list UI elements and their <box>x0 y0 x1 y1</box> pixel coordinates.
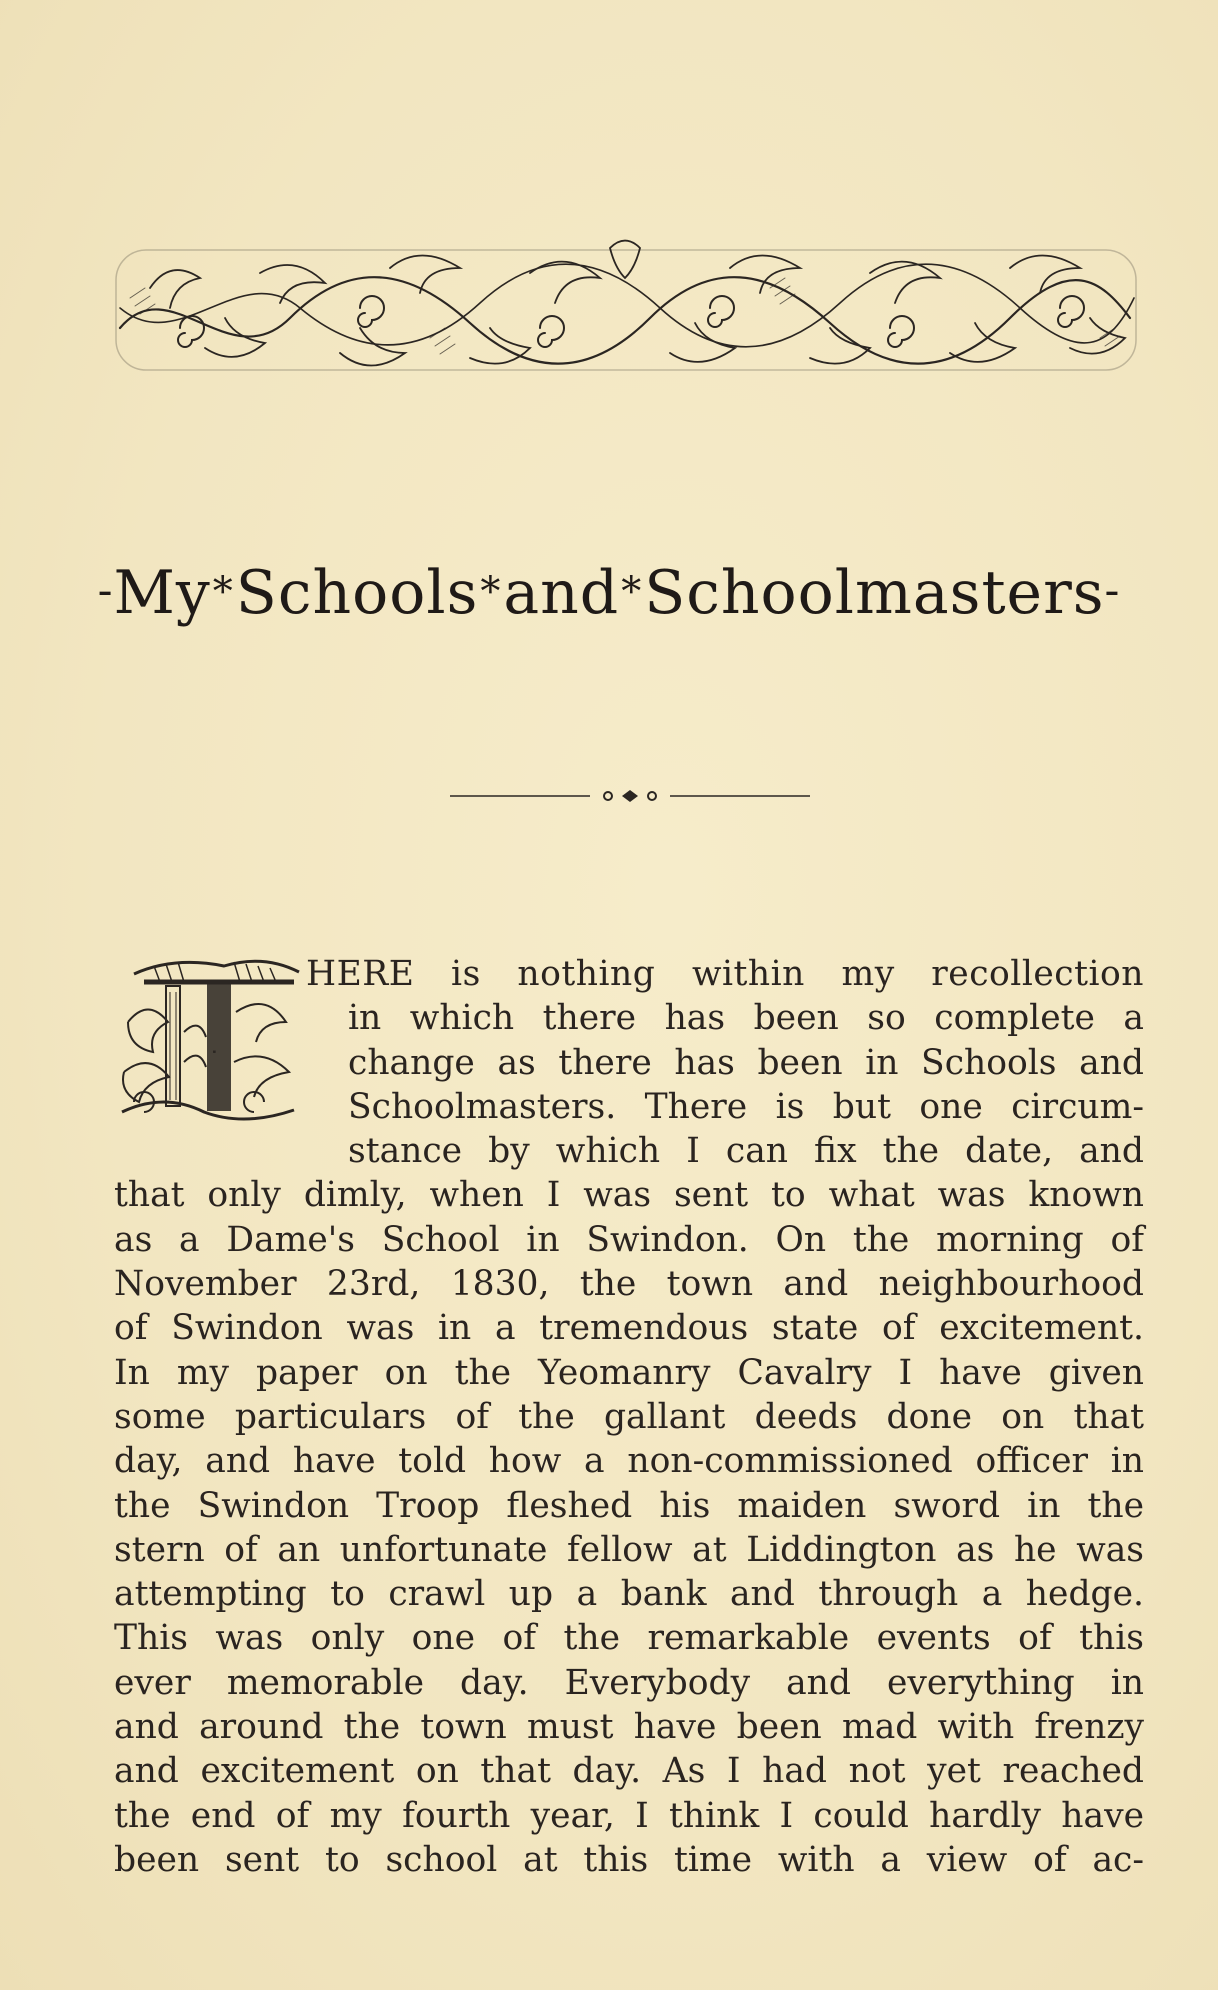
paragraph-line: day, and have told how a non-commissioned officer in <box>114 1441 1144 1482</box>
paragraph-line: stance by which I can fix the date, and <box>348 1131 1144 1172</box>
paragraph-line: attempting to crawl up a bank and through a hedge. <box>114 1574 1144 1615</box>
paragraph-line: in which there has been so complete a <box>348 998 1144 1039</box>
paragraph-line: of Swindon was in a tremendous state of excitement. <box>114 1308 1144 1349</box>
paragraph-line: and around the town must have been mad with frenzy <box>114 1707 1144 1748</box>
paragraph-line: the Swindon Troop fleshed his maiden sword in the <box>114 1485 1144 1526</box>
paragraph-line: some particulars of the gallant deeds done on that <box>114 1396 1144 1437</box>
title-separator: * <box>621 569 643 615</box>
title-separator: * <box>212 569 234 615</box>
paragraph-line: This was only one of the remarkable events of this <box>114 1618 1144 1659</box>
paragraph-line: In my paper on the Yeomanry Cavalry I have given <box>114 1352 1144 1393</box>
title-word-1: My <box>113 558 211 628</box>
paragraph-line: ever memorable day. Everybody and everything in <box>114 1662 1144 1703</box>
title-word-4: Schoolmasters <box>644 558 1105 628</box>
paragraph-line: change as there has been in Schools and <box>348 1042 1144 1083</box>
divider-ornament: ·o◆o· <box>630 806 633 807</box>
title-prefix: - <box>97 565 114 616</box>
chapter-title <box>0 558 1218 628</box>
body-paragraph <box>114 952 1144 1882</box>
paragraph-line: November 23rd, 1830, the town and neighbourhood <box>114 1264 1144 1305</box>
section-divider <box>450 784 810 808</box>
drop-cap-letter: T <box>214 1052 215 1053</box>
paragraph-line: stern of an unfortunate fellow at Liddington as he was <box>114 1529 1144 1570</box>
title-suffix: - <box>1104 565 1121 616</box>
paragraph-line: been sent to school at this time with a view of ac- <box>114 1839 1144 1880</box>
paragraph-line: HERE is nothing within my recollection <box>306 954 1144 994</box>
title-word-3: and <box>503 558 620 628</box>
title-word-2: Schools <box>235 558 479 628</box>
title-separator: * <box>480 569 502 615</box>
paragraph-line: and excitement on that day. As I had not yet reached <box>114 1751 1144 1792</box>
paragraph-line: the end of my fourth year, I think I could hardly have <box>114 1795 1144 1836</box>
ornamental-headpiece <box>110 228 1142 396</box>
paragraph-line: as a Dame's School in Swindon. On the morning of <box>114 1219 1144 1260</box>
paragraph-line: that only dimly, when I was sent to what was known <box>114 1175 1144 1216</box>
paragraph-line: Schoolmasters. There is but one circum- <box>348 1086 1144 1127</box>
